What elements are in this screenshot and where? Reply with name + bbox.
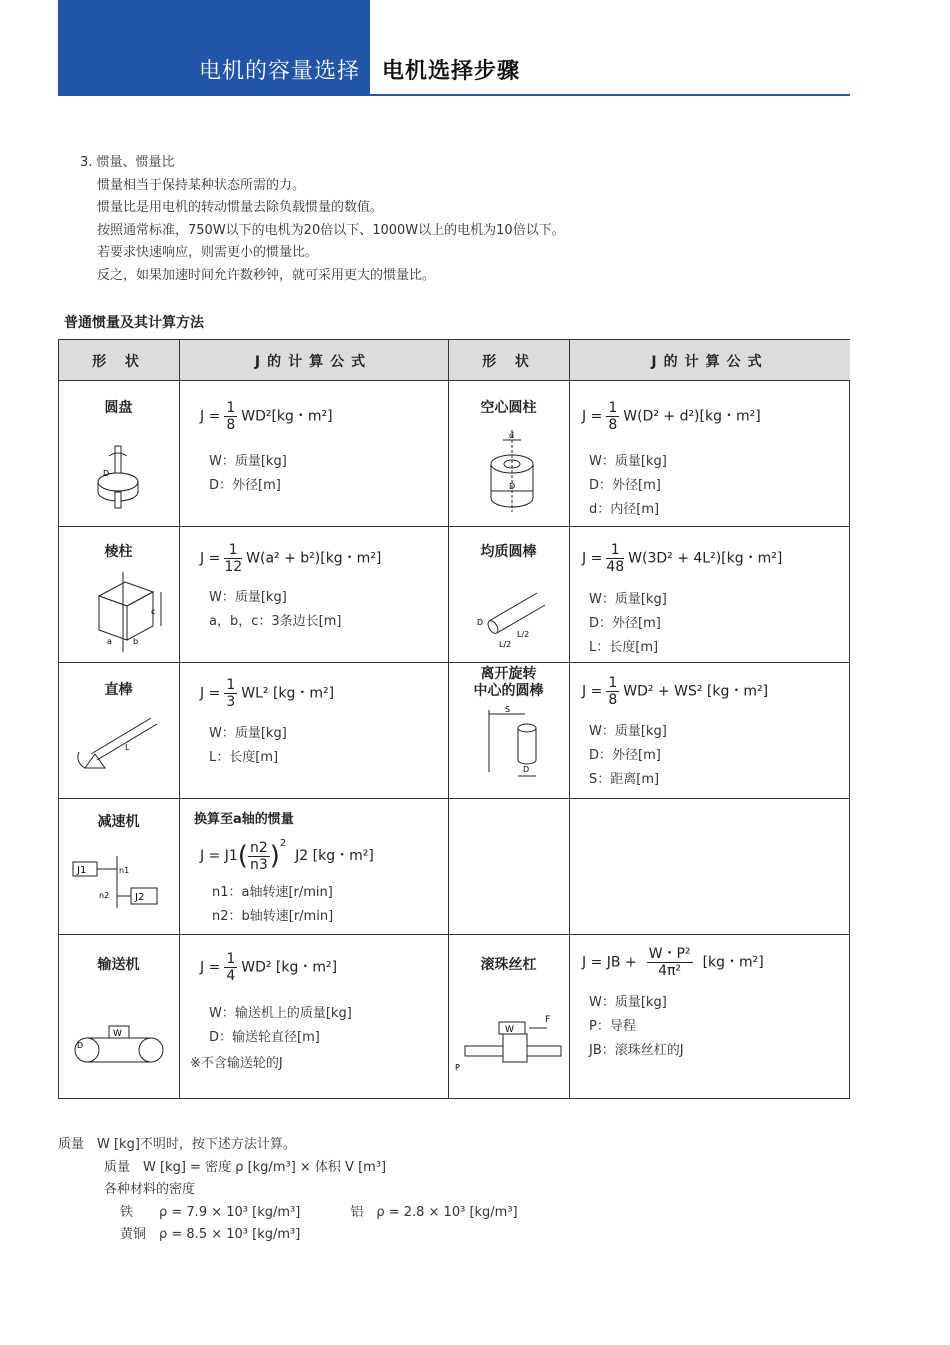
row-divider	[59, 526, 849, 527]
intro-line: 惯量相当于保持某种状态所需的力。	[97, 177, 306, 193]
col-divider	[448, 340, 449, 1098]
formula-prism: J = $\frac{1}{12}$ W(a² + b²)[kg・m²]	[200, 542, 382, 575]
solid-rod-figure	[479, 585, 569, 655]
svg-text:d: d	[509, 431, 515, 440]
formula-ball-screw: J = JB + $\frac{\text{W・P²}}{\text{4π²}}$ [kg・m²]	[582, 946, 764, 979]
ball-screw-figure	[453, 1012, 565, 1072]
svg-text:D: D	[77, 1041, 84, 1050]
svg-text:W: W	[113, 1029, 122, 1039]
intro-line: 按照通常标准，750W以下的电机为20倍以下、1000W以上的电机为10倍以下。	[97, 222, 565, 238]
intro-heading: 3. 惯量、惯量比	[80, 155, 175, 170]
header-formula-left: J的计算公式	[179, 340, 448, 380]
shape-name-solid-rod: 均质圆棒	[480, 544, 537, 560]
svg-text:L/2: L/2	[517, 630, 530, 639]
svg-text:P: P	[455, 1063, 460, 1072]
intro-line: 惯量比是用电机的转动惯量去除负载惯量的数值。	[97, 200, 384, 216]
density-notes	[58, 1134, 518, 1247]
header-shape-left: 形 状	[59, 340, 179, 380]
desc-straight-rod: W：质量[kg] L：长度[m]	[209, 726, 287, 765]
row-divider	[59, 798, 849, 799]
svg-text:D: D	[103, 469, 110, 478]
shape-name-gearbox: 减速机	[97, 814, 140, 830]
intro-line: 反之，如果加速时间允许数秒钟，就可采用更大的惯量比。	[97, 267, 436, 283]
desc-prism: W：质量[kg] a，b，c：3条边长[m]	[209, 590, 342, 629]
header-underline	[370, 94, 850, 96]
shape-name-conveyor: 输送机	[97, 957, 140, 973]
header-formula-right: J的计算公式	[570, 340, 850, 380]
shape-name-ball-screw: 滚珠丝杠	[480, 957, 537, 973]
row-divider	[59, 934, 849, 935]
formula-offset-rod: J = $\frac{1}{8}$ WD² + WS² [kg・m²]	[582, 675, 769, 708]
svg-text:D: D	[509, 482, 516, 491]
conveyor-figure	[73, 1022, 169, 1066]
shape-name-disc: 圆盘	[104, 400, 133, 416]
mass-formula: 质量 W [kg] = 密度 ρ [kg/m³] × 体积 V [m³]	[104, 1159, 387, 1175]
conveyor-note: ※不含输送轮的J	[190, 1056, 283, 1071]
svg-text:L/2: L/2	[499, 640, 512, 649]
svg-text:S: S	[505, 705, 511, 714]
formula-gearbox: J = J1( $\frac{n2}{n3}$ )$^2$ J2 [kg・m²]	[200, 838, 374, 873]
gearbox-title: 换算至a轴的惯量	[194, 812, 294, 827]
prism-figure	[89, 568, 169, 658]
row-divider	[59, 380, 849, 381]
desc-solid-rod: W：质量[kg] D：外径[m] L：长度[m]	[589, 592, 667, 655]
shape-name-hollow-cylinder: 空心圆柱	[480, 400, 537, 416]
density-heading: 各种材料的密度	[104, 1182, 196, 1198]
svg-text:D: D	[523, 765, 530, 774]
header-category: 电机的容量选择	[198, 59, 360, 84]
density-brass: 黄铜 ρ = 8.5 × 10³ [kg/m³]	[120, 1227, 301, 1243]
col-divider	[179, 340, 180, 1098]
header-shape-right: 形 状	[449, 340, 569, 380]
gearbox-figure	[71, 854, 167, 914]
desc-gearbox: n1：a轴转速[r/min] n2：b轴转速[r/min]	[212, 885, 334, 924]
formula-solid-rod: J = $\frac{1}{48}$ W(3D² + 4L²)[kg・m²]	[582, 542, 783, 575]
svg-text:n2: n2	[99, 891, 110, 900]
table-title: 普通惯量及其计算方法	[64, 315, 204, 331]
formula-straight-rod: J = $\frac{1}{3}$ WL² [kg・m²]	[200, 677, 335, 710]
inertia-table	[58, 339, 850, 1099]
intro-line: 若要求快速响应，则需更小的惯量比。	[97, 245, 319, 261]
density-iron-aluminum: 铁 ρ = 7.9 × 10³ [kg/m³] 铝 ρ = 2.8 × 10³ [kg/m³]	[120, 1204, 518, 1220]
desc-offset-rod: W：质量[kg] D：外径[m] S：距离[m]	[589, 724, 667, 787]
svg-text:a: a	[107, 637, 112, 646]
svg-text:J2: J2	[135, 892, 145, 903]
desc-conveyor: W：输送机上的质量[kg] D：输送轮直径[m]	[209, 1006, 352, 1045]
col-divider	[569, 340, 570, 1098]
offset-rod-figure	[479, 702, 563, 782]
desc-hollow-cylinder: W：质量[kg] D：外径[m] d：内径[m]	[589, 454, 667, 517]
svg-text:F: F	[545, 1015, 551, 1025]
svg-text:D: D	[477, 618, 484, 627]
formula-hollow-cylinder: J = $\frac{1}{8}$ W(D² + d²)[kg・m²]	[582, 400, 761, 433]
svg-text:L: L	[125, 743, 130, 752]
svg-text:J1: J1	[77, 865, 87, 876]
formula-disc: J = $\frac{1}{8}$ WD²[kg・m²]	[200, 400, 333, 433]
page-title: 电机选择步骤	[382, 59, 521, 84]
hollow-cylinder-figure	[479, 428, 549, 516]
desc-disc: W：质量[kg] D：外径[m]	[209, 454, 287, 493]
shape-name-straight-rod: 直棒	[104, 682, 133, 698]
row-divider	[59, 662, 849, 663]
svg-text:n1: n1	[119, 866, 130, 875]
formula-conveyor: J = $\frac{1}{4}$ WD² [kg・m²]	[200, 951, 338, 984]
header-category-bar	[58, 0, 370, 96]
shape-name-offset-rod: 离开旋转 中心的圆棒	[473, 666, 544, 699]
straight-rod-figure	[71, 710, 163, 772]
mass-note-line: 质量 W [kg]不明时，按下述方法计算。	[58, 1137, 296, 1152]
desc-ball-screw: W：质量[kg] P：导程 JB：滚珠丝杠的J	[589, 995, 684, 1058]
svg-text:c: c	[151, 607, 156, 616]
intro-section	[80, 152, 565, 288]
disc-figure	[89, 440, 149, 515]
shape-name-prism: 棱柱	[104, 544, 133, 560]
svg-text:W: W	[505, 1025, 514, 1035]
svg-text:b: b	[133, 637, 139, 646]
